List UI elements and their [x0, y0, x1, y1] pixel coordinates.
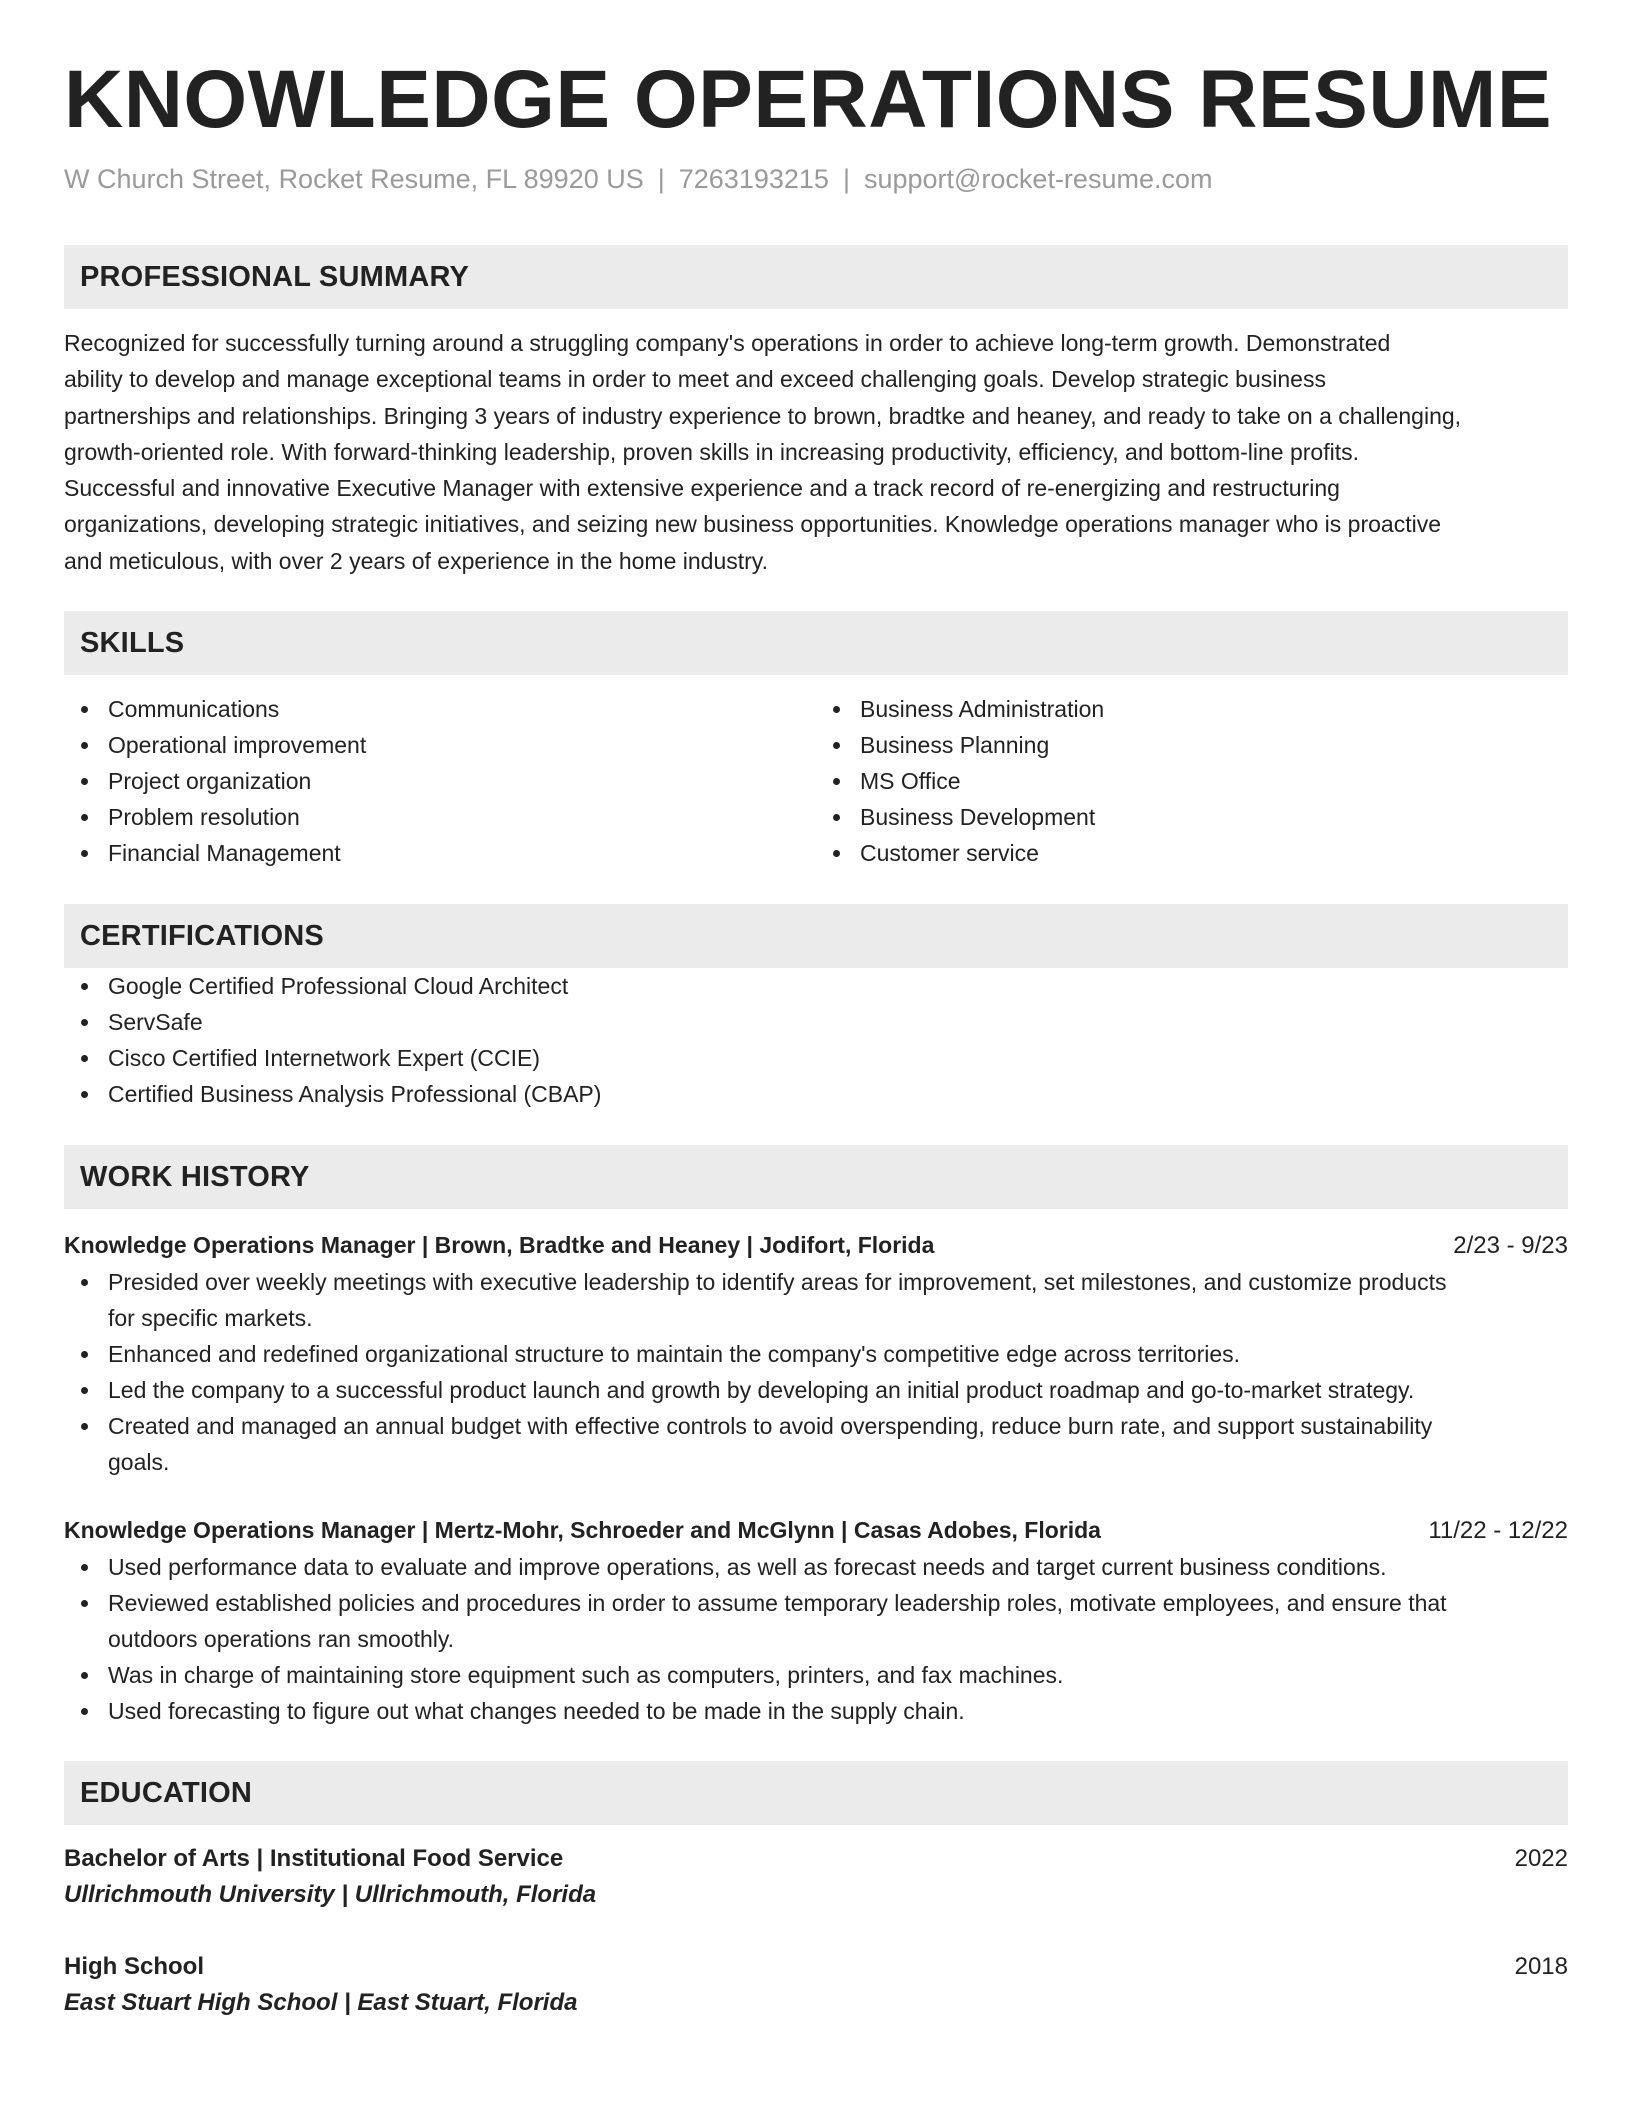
section-header-skills: SKILLS — [64, 611, 1568, 675]
job-bullet — [64, 1264, 1568, 1336]
certification-item: Certified Business Analysis Professional (CBAP) — [64, 1076, 1568, 1112]
skill-item: Customer service — [816, 835, 1568, 871]
education-heading-row — [64, 1949, 1568, 1985]
contact-phone: 7263193215 — [678, 164, 829, 194]
job-entry — [64, 1227, 1568, 1480]
skill-item: Financial Management — [64, 835, 816, 871]
job-bullet — [64, 1408, 1568, 1480]
job-bullet — [64, 1372, 1568, 1408]
certification-item: Google Certified Professional Cloud Architect — [64, 968, 1568, 1004]
summary-text — [64, 325, 1568, 579]
job-dates: 11/22 - 12/22 — [1428, 1517, 1568, 1545]
job-bullet-line: for specific markets. — [108, 1305, 313, 1332]
skill-item: Operational improvement — [64, 727, 816, 763]
job-bullet — [64, 1549, 1568, 1585]
skill-item: MS Office — [816, 763, 1568, 799]
job-dates: 2/23 - 9/23 — [1453, 1232, 1568, 1260]
summary-line: ability to develop and manage exceptional teams in order to meet and exceed challenging goals. Develop strategic business — [64, 366, 1326, 393]
job-bullet — [64, 1657, 1568, 1693]
certification-item: Cisco Certified Internetwork Expert (CCIE) — [64, 1040, 1568, 1076]
job-bullet — [64, 1336, 1568, 1372]
skills-column-left — [64, 691, 816, 871]
contact-separator: | — [842, 164, 850, 194]
education-entry — [64, 1841, 1568, 1913]
job-bullet-line: outdoors operations ran smoothly. — [108, 1626, 455, 1653]
contact-line — [64, 162, 1568, 196]
job-bullet-line: Led the company to a successful product launch and growth by developing an initial product roadmap and go-to-market strategy. — [108, 1377, 1415, 1404]
skill-item: Problem resolution — [64, 799, 816, 835]
job-bullet-line: Was in charge of maintaining store equipment such as computers, printers, and fax machines. — [108, 1662, 1064, 1689]
resume-title: KNOWLEDGE OPERATIONS RESUME — [64, 54, 1553, 145]
skill-item: Communications — [64, 691, 816, 727]
job-bullet-line: Presided over weekly meetings with executive leadership to identify areas for improvement, set milestones, and customize products — [108, 1269, 1447, 1296]
job-bullet-line: Used forecasting to figure out what changes needed to be made in the supply chain. — [108, 1698, 965, 1725]
education-school: Ullrichmouth University | Ullrichmouth, Florida — [64, 1881, 597, 1909]
education-heading-row — [64, 1841, 1568, 1877]
job-bullet-line: Used performance data to evaluate and improve operations, as well as forecast needs and target current business conditions. — [108, 1554, 1387, 1581]
education-year: 2018 — [1514, 1953, 1568, 1981]
summary-line: partnerships and relationships. Bringing 3 years of industry experience to brown, bradtke and heaney, and ready to take on a challenging, — [64, 402, 1462, 429]
education-year: 2022 — [1514, 1845, 1568, 1873]
summary-line: organizations, developing strategic initiatives, and seizing new business opportunities. Knowledge operations manager who is proactive — [64, 511, 1441, 538]
job-bullet-list — [64, 1549, 1568, 1729]
job-bullet-line: goals. — [108, 1449, 170, 1476]
education-degree: Bachelor of Arts | Institutional Food Service — [64, 1845, 564, 1873]
job-heading-row — [64, 1227, 1568, 1264]
job-heading-row — [64, 1512, 1568, 1549]
job-bullet — [64, 1585, 1568, 1657]
job-bullet-line: Enhanced and redefined organizational structure to maintain the company's competitive edge across territories. — [108, 1341, 1241, 1368]
section-header-summary: PROFESSIONAL SUMMARY — [64, 245, 1568, 309]
job-heading: Knowledge Operations Manager | Mertz-Mohr, Schroeder and McGlynn | Casas Adobes, Florida — [64, 1517, 1101, 1544]
job-entry — [64, 1512, 1568, 1729]
section-header-certifications: CERTIFICATIONS — [64, 904, 1568, 968]
contact-separator: | — [657, 164, 665, 194]
summary-line: growth-oriented role. With forward-thinking leadership, proven skills in increasing productivity, efficiency, and bottom-line profits. — [64, 438, 1359, 465]
education-school: East Stuart High School | East Stuart, Florida — [64, 1989, 578, 2017]
job-bullet-line: Created and managed an annual budget with effective controls to avoid overspending, reduce burn rate, and support sustainability — [108, 1413, 1433, 1440]
skills-column-right — [816, 691, 1568, 871]
certification-item: ServSafe — [64, 1004, 1568, 1040]
education-degree: High School — [64, 1953, 204, 1981]
contact-email: support@rocket-resume.com — [863, 164, 1213, 194]
skills-list — [64, 691, 1568, 871]
skill-item: Business Planning — [816, 727, 1568, 763]
skill-item: Business Administration — [816, 691, 1568, 727]
job-bullet-line: Reviewed established policies and procedures in order to assume temporary leadership roles, motivate employees, and ensure that — [108, 1590, 1447, 1617]
summary-line: Successful and innovative Executive Manager with extensive experience and a track record of re-energizing and restructuring — [64, 475, 1340, 502]
job-bullet-list — [64, 1264, 1568, 1480]
job-bullet — [64, 1693, 1568, 1729]
skill-item: Business Development — [816, 799, 1568, 835]
skill-item: Project organization — [64, 763, 816, 799]
section-header-education: EDUCATION — [64, 1761, 1568, 1825]
contact-address: W Church Street, Rocket Resume, FL 89920 US — [64, 164, 644, 194]
education-entry — [64, 1949, 1568, 2021]
certifications-list — [64, 968, 1568, 1112]
job-heading: Knowledge Operations Manager | Brown, Bradtke and Heaney | Jodifort, Florida — [64, 1232, 935, 1259]
summary-line: Recognized for successfully turning around a struggling company's operations in order to achieve long-term growth. Demonstrated — [64, 330, 1391, 356]
summary-line: and meticulous, with over 2 years of experience in the home industry. — [64, 547, 768, 574]
section-header-work-history: WORK HISTORY — [64, 1145, 1568, 1209]
